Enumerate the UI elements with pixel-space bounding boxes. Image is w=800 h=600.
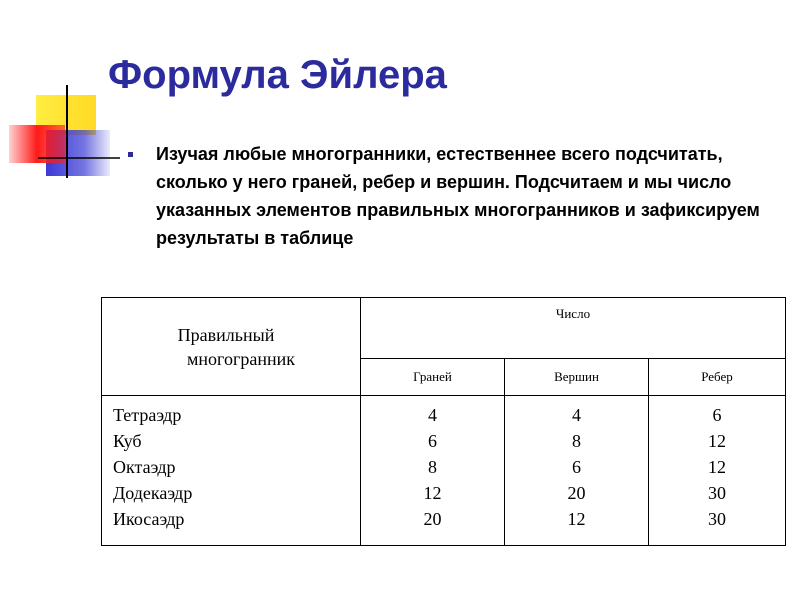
faces-value: 8: [428, 457, 437, 477]
edges-value: 6: [712, 405, 722, 425]
vertices-cell: [505, 396, 649, 546]
faces-value: 20: [423, 509, 442, 529]
polyhedra-table: [101, 297, 786, 546]
vertices-value: 20: [567, 483, 586, 503]
header-polyhedron-line1: Правильный: [177, 324, 275, 345]
polyhedron-name: Октаэдр: [113, 457, 176, 477]
vertices-value: 8: [572, 431, 581, 451]
faces-value: 6: [428, 431, 437, 451]
vertices-value: 4: [572, 405, 581, 425]
header-faces: Граней: [361, 359, 505, 396]
header-vertices: Вершин: [505, 359, 649, 396]
vertices-value: 12: [567, 509, 586, 529]
edges-value: 30: [708, 483, 726, 503]
edges-cell: [649, 396, 786, 546]
polyhedron-name: Додекаэдр: [113, 483, 193, 503]
polyhedron-name: Тетраэдр: [113, 405, 182, 425]
bullet-paragraph: [128, 140, 768, 252]
faces-cell: [361, 396, 505, 546]
polyhedron-names-cell: [102, 396, 361, 546]
header-polyhedron-line2: многогранник: [187, 348, 295, 369]
edges-value: 30: [708, 509, 726, 529]
faces-value: 12: [423, 483, 442, 503]
polyhedron-name: Икосаэдр: [113, 509, 185, 529]
slide-title: Формула Эйлера: [108, 53, 447, 97]
header-polyhedron: [102, 298, 361, 396]
edges-value: 12: [708, 457, 726, 477]
header-edges: Ребер: [649, 359, 786, 396]
header-count: Число: [361, 298, 786, 359]
bullet-text: Изучая любые многогранники, естественнее всего подсчитать, сколько у него граней, ребер и вершин. Подсчитаем и мы число указанных элементов правильных многогранников и зафиксируем результаты в таблице: [156, 144, 760, 248]
faces-value: 4: [428, 405, 437, 425]
bullet-icon: [128, 152, 133, 157]
polyhedron-name: Куб: [113, 431, 142, 451]
edges-value: 12: [708, 431, 726, 451]
vertices-value: 6: [572, 457, 581, 477]
